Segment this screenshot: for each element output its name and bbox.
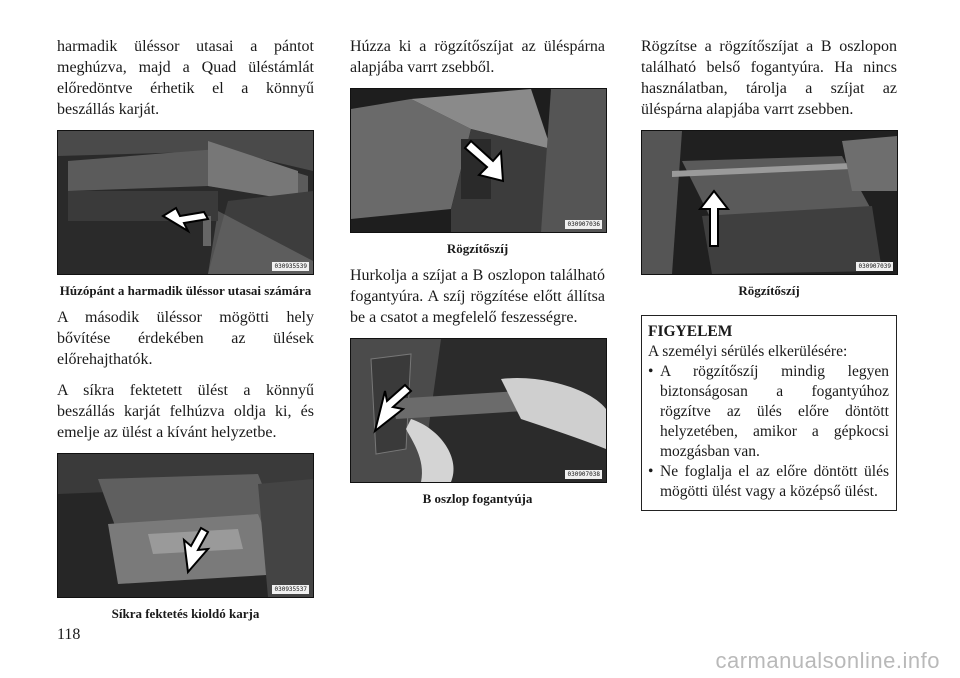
figure-code: 030935537 <box>274 586 307 593</box>
figure-code: 030907039 <box>858 263 891 270</box>
figure-caption: Húzópánt a harmadik üléssor utasai számára <box>59 283 312 298</box>
column-1 <box>57 36 314 622</box>
column-3 <box>641 36 897 511</box>
warning-lead: A személyi sérülés elkerülésére: <box>648 343 848 360</box>
tether-strap-illustration <box>351 89 606 232</box>
b-pillar-illustration <box>351 339 606 482</box>
figure-caption: Rögzítőszíj <box>446 241 509 256</box>
watermark: carmanualsonline.info <box>715 648 940 673</box>
col1-intro-text: harmadik üléssor utasai a pántot meghúzva, majd a Quad üléstámlát előredöntve érhetik el a könnyű beszállás karját. <box>57 38 314 118</box>
warning-list <box>648 362 889 502</box>
page-number: 118 <box>57 626 81 643</box>
photo-third-row-strap <box>57 130 314 275</box>
figure-code: 030907038 <box>567 471 600 478</box>
warning-item: • Ne foglalja el az előre döntött ülés mögötti ülést vagy a középső ülést. <box>648 462 889 502</box>
col1-paragraph-1: A második üléssor mögötti hely bővítése érdekében az ülések előrehajthatók. <box>57 309 314 368</box>
col2-paragraph-1: Hurkolja a szíjat a B oszlopon található fogantyúra. A szíj rögzítése előtt állítsa be a csatot a megfelelő feszességre. <box>350 267 605 326</box>
col2-intro-text: Húzza ki a rögzítőszíjat az üléspárna alapjába varrt zsebből. <box>350 38 605 76</box>
photo-b-pillar-handle <box>350 338 607 483</box>
col3-intro-text: Rögzítse a rögzítőszíjat a B oszlopon található belső fogantyúra. Ha nincs használatban, tárolja a szíjat az üléspárna alapjába varrt zsebben. <box>641 38 897 118</box>
figure-caption: Rögzítőszíj <box>738 283 800 298</box>
photo-secured-strap <box>641 130 898 275</box>
seat-strap-illustration <box>58 131 313 274</box>
photo-tether-strap <box>350 88 607 233</box>
column-2 <box>350 36 605 507</box>
col1-paragraph-2: A síkra fektetett ülést a könnyű beszállás karját felhúzva oldja ki, és emelje az ülést a kívánt helyzetbe. <box>57 382 314 441</box>
figure-caption: Síkra fektetés kioldó karja <box>111 606 260 621</box>
seat-lever-illustration <box>58 454 313 597</box>
photo-fold-flat-lever <box>57 453 314 598</box>
figure-caption: B oszlop fogantyúja <box>422 491 533 506</box>
secured-strap-illustration <box>642 131 897 274</box>
warning-item: • A rögzítőszíj mindig legyen biztonságosan a fogantyúhoz rögzítve az ülés előre döntött helyzetében, amikor a gépkocsi mozgásban van. <box>648 362 889 462</box>
warning-title: FIGYELEM <box>648 323 733 340</box>
figure-code: 030935539 <box>274 263 307 270</box>
figure-code: 030907036 <box>567 221 600 228</box>
warning-box <box>641 315 897 511</box>
